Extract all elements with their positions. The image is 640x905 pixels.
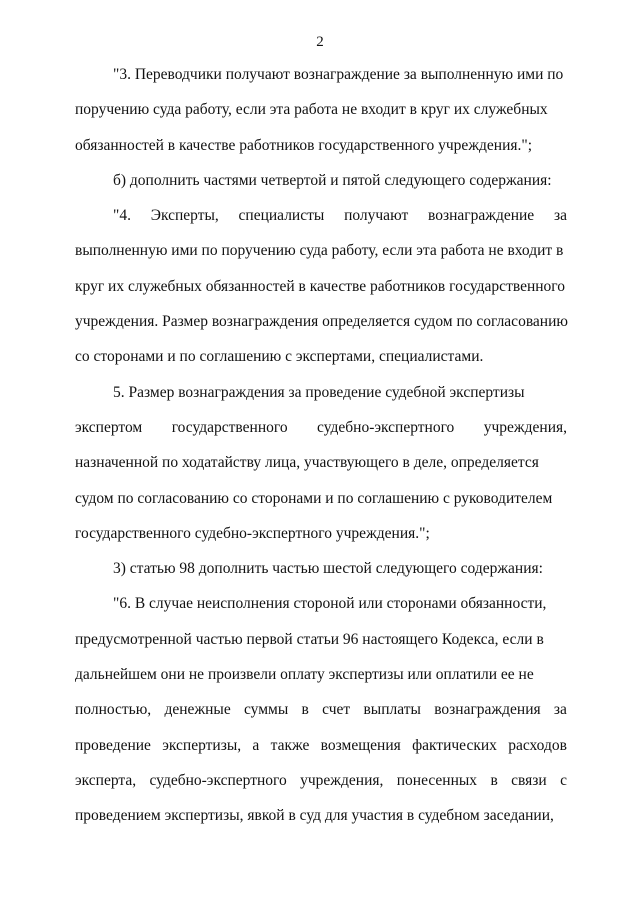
text-word: выплаты <box>363 701 421 719</box>
text-line: круг их служебных обязанностей в качестве работников государственного <box>75 277 566 295</box>
text-word: государственного <box>171 418 288 436</box>
text-word: за <box>553 701 567 719</box>
text-word: с <box>560 771 567 789</box>
text-line <box>75 735 567 770</box>
text-line: судом по согласованию со сторонами и по соглашению с руководителем <box>75 489 553 507</box>
text-word: а <box>252 736 260 754</box>
text-word: расходов <box>508 736 567 754</box>
text-word: понесенных <box>396 771 478 789</box>
text-line <box>75 205 567 240</box>
text-word: возмещения <box>320 736 401 754</box>
text-line: б) дополнить частями четвертой и пятой следующего содержания: <box>113 171 552 189</box>
text-line: "6. В случае неисполнения стороной или сторонами обязанности, <box>113 595 547 613</box>
text-line: со сторонами и по соглашению с экспертами, специалистами. <box>75 348 484 366</box>
text-word: денежные <box>164 701 231 719</box>
text-line: назначенной по ходатайству лица, участвующего в деле, определяется <box>75 454 539 472</box>
text-word: также <box>270 736 310 754</box>
text-word: эксперта, <box>75 771 137 789</box>
text-word: фактических <box>412 736 497 754</box>
text-line: 5. Размер вознаграждения за проведение судебной экспертизы <box>113 383 525 401</box>
text-line: поручению суда работу, если эта работа не входит в круг их служебных <box>75 101 548 119</box>
text-word: судебно-экспертного <box>317 418 455 436</box>
text-word: экспертизы, <box>162 736 242 754</box>
text-word: вознаграждения <box>434 701 541 719</box>
text-word: вознаграждение <box>427 207 535 225</box>
text-word: судебно-экспертного <box>149 771 287 789</box>
text-word: Эксперты, <box>150 207 219 225</box>
text-word: специалисты <box>238 207 325 225</box>
text-line: проведением экспертизы, явкой в суд для участия в судебном заседании, <box>75 807 554 825</box>
text-line: предусмотренной частью первой статьи 96 настоящего Кодекса, если в <box>75 630 544 648</box>
text-line: дальнейшем они не произвели оплату экспертизы или оплатили ее не <box>75 666 534 684</box>
text-word: учреждения, <box>483 418 567 436</box>
text-word: счет <box>322 701 351 719</box>
text-line: выполненную ими по поручению суда работу, если эта работа не входит в <box>75 242 564 260</box>
page-number: 2 <box>316 34 324 50</box>
text-word: связи <box>511 771 547 789</box>
text-line <box>75 417 567 452</box>
text-word: полностью, <box>75 701 152 719</box>
text-word: в <box>301 701 309 719</box>
text-word: "4. <box>113 207 131 225</box>
text-line: обязанностей в качестве работников государственного учреждения."; <box>75 136 533 154</box>
document-body <box>75 64 567 841</box>
text-word: учреждения, <box>300 771 384 789</box>
text-line: государственного судебно-экспертного учреждения."; <box>75 524 430 542</box>
text-word: в <box>490 771 498 789</box>
text-word: суммы <box>244 701 289 719</box>
text-word: за <box>553 207 567 225</box>
text-line <box>75 770 567 805</box>
text-word: получают <box>344 207 409 225</box>
text-word: экспертом <box>75 418 143 436</box>
text-line <box>75 699 567 734</box>
text-line: "3. Переводчики получают вознаграждение за выполненную ими по <box>113 66 564 83</box>
text-line: 3) статью 98 дополнить частью шестой следующего содержания: <box>113 560 543 578</box>
text-word: проведение <box>75 736 151 754</box>
text-line: учреждения. Размер вознаграждения определяется судом по согласованию <box>75 313 568 331</box>
